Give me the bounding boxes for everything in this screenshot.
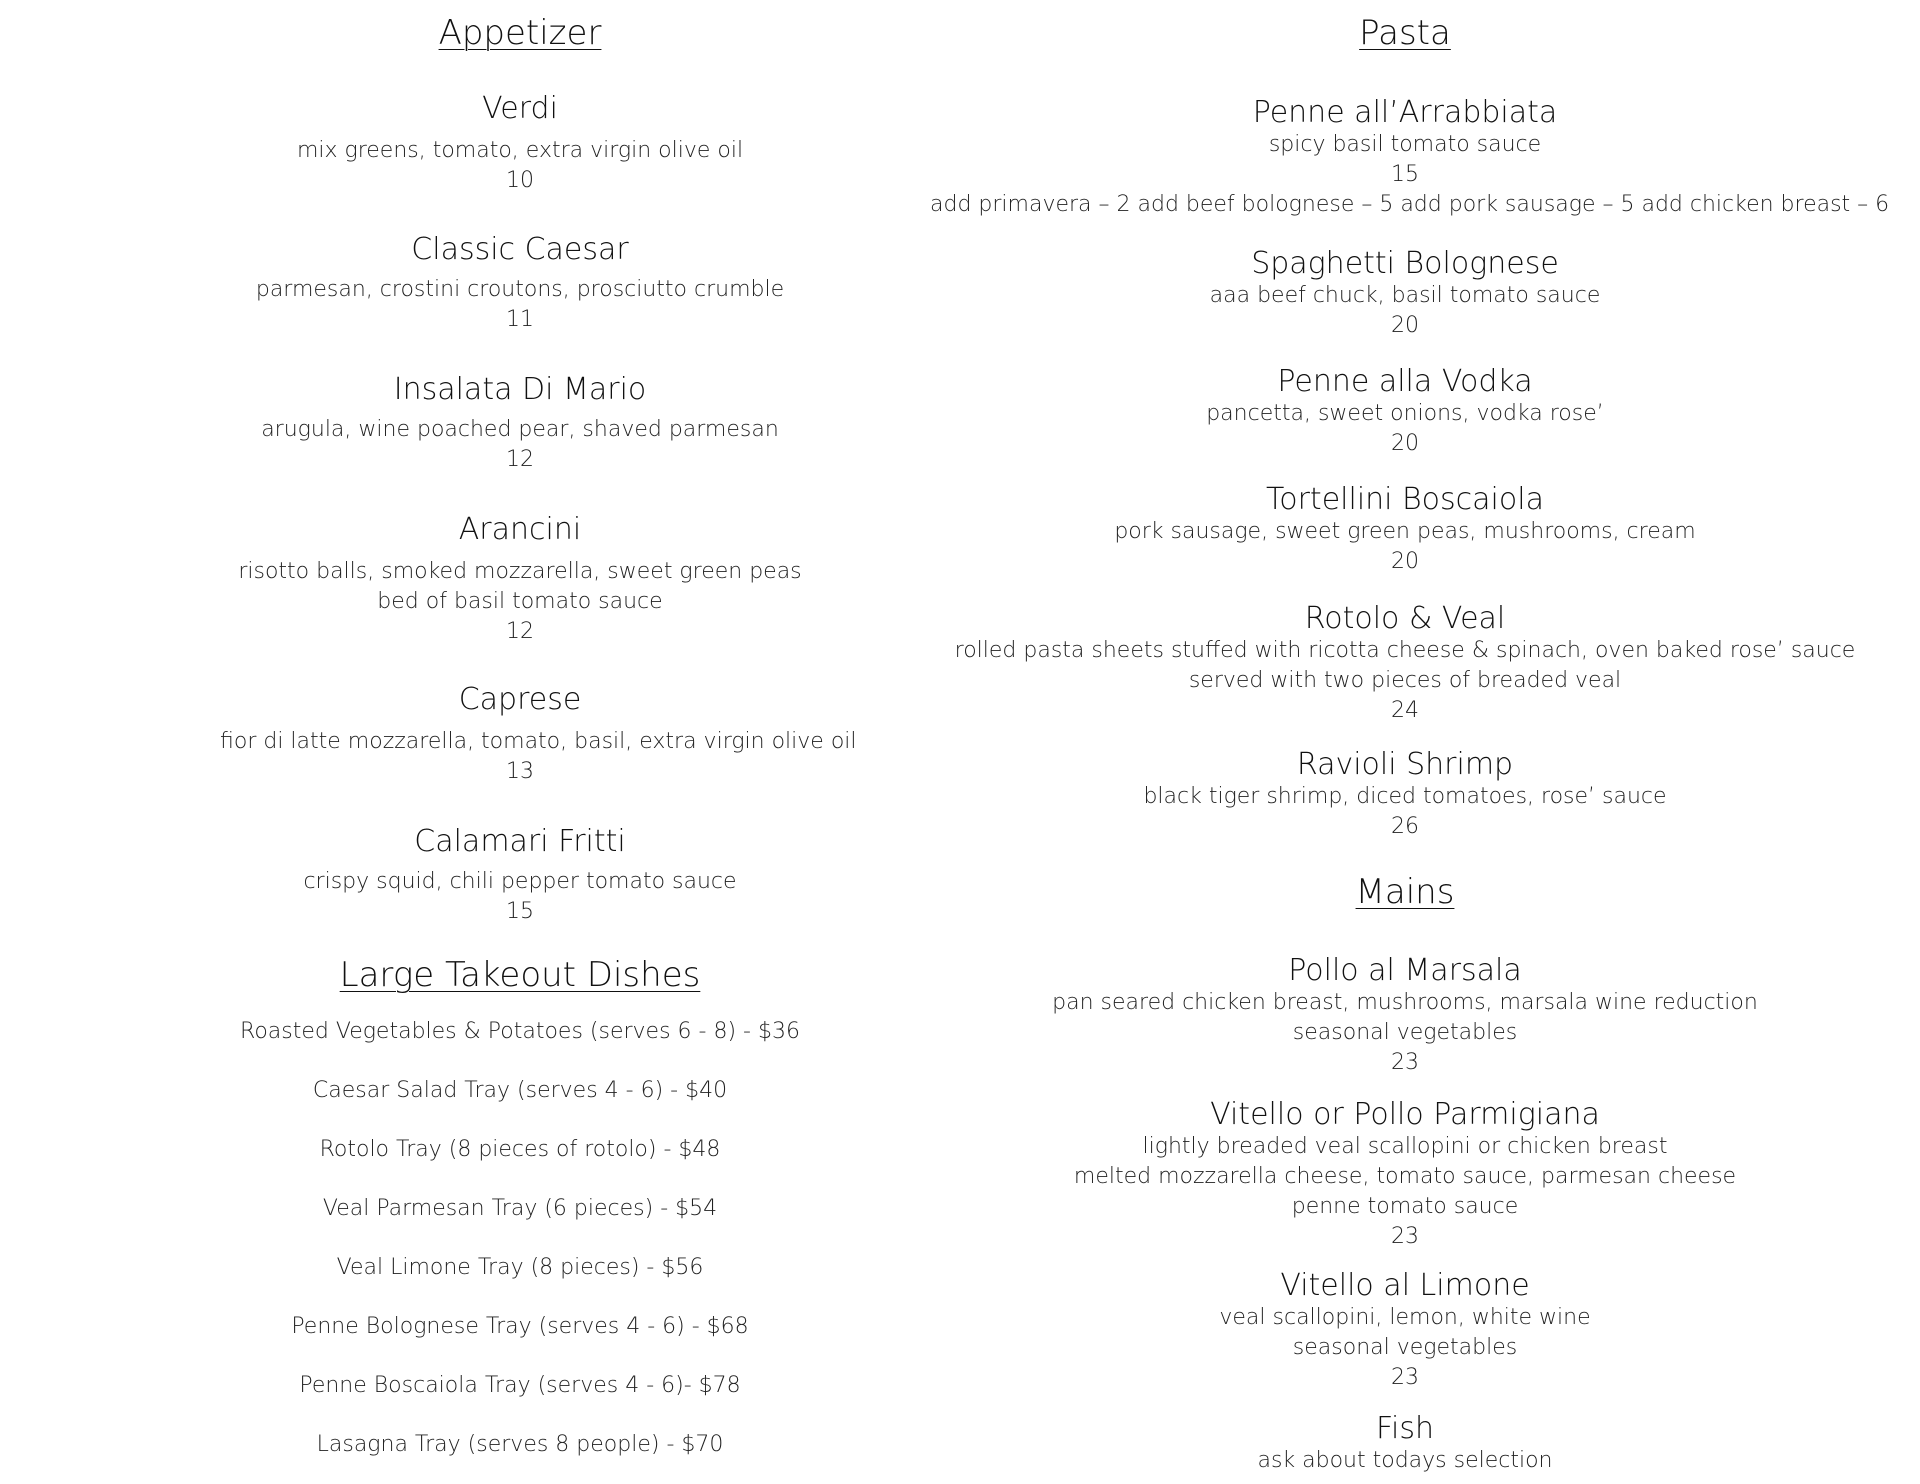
item-desc: pork sausage, sweet green peas, mushrooms, cream <box>1114 519 1696 544</box>
item-desc: bed of basil tomato sauce <box>377 589 663 614</box>
item-name: Arancini <box>458 512 582 547</box>
item-desc: veal scallopini, lemon, white wine <box>1219 1305 1591 1330</box>
item-name: Pollo al Marsala <box>1288 953 1522 988</box>
item-name: Spaghetti Bolognese <box>1251 246 1559 281</box>
item-price: 15 <box>506 899 534 924</box>
item-price: 15 <box>1391 162 1419 187</box>
takeout-item: Lasagna Tray (serves 8 people) - $70 <box>316 1432 724 1457</box>
menu-item <box>220 232 820 335</box>
item-desc: arugula, wine poached pear, shaved parmesan <box>261 417 779 442</box>
menu-item <box>930 747 1880 842</box>
item-desc: melted mozzarella cheese, tomato sauce, parmesan cheese <box>1073 1164 1737 1189</box>
item-price: 24 <box>1391 698 1419 723</box>
menu-item <box>930 482 1880 577</box>
pasta-heading: Pasta <box>1359 13 1451 53</box>
takeout-item: Veal Limone Tray (8 pieces) - $56 <box>336 1255 704 1280</box>
item-name: Verdi <box>482 91 558 126</box>
item-price: 20 <box>1391 549 1419 574</box>
item-desc: seasonal vegetables <box>1292 1020 1518 1045</box>
menu-item <box>220 824 820 927</box>
item-desc: risotto balls, smoked mozzarella, sweet green peas <box>238 559 802 584</box>
appetizer-heading: Appetizer <box>438 13 602 53</box>
item-price: 11 <box>506 307 534 332</box>
item-price: 23 <box>1391 1224 1419 1249</box>
item-desc: aaa beef chuck, basil tomato sauce <box>1209 283 1601 308</box>
takeout-item: Penne Bolognese Tray (serves 4 - 6) - $68 <box>291 1314 749 1339</box>
menu-item <box>220 372 820 475</box>
menu-item <box>930 953 1880 1078</box>
item-desc: black tiger shrimp, diced tomatoes, rose’ sauce <box>1143 784 1667 809</box>
item-desc: parmesan, crostini croutons, prosciutto crumble <box>255 277 785 302</box>
menu-item <box>930 1268 1880 1393</box>
item-price: 23 <box>1391 1365 1419 1390</box>
item-price: 26 <box>1391 814 1419 839</box>
menu-item <box>930 364 1880 459</box>
item-desc: fior di latte mozzarella, tomato, basil, extra virgin olive oil <box>220 729 857 754</box>
item-desc: pan seared chicken breast, mushrooms, marsala wine reduction <box>1052 990 1758 1015</box>
mains-heading: Mains <box>1355 872 1455 912</box>
item-price: 12 <box>506 447 534 472</box>
item-desc: lightly breaded veal scallopini or chicken breast <box>1142 1134 1668 1159</box>
item-desc: penne tomato sauce <box>1291 1194 1519 1219</box>
item-name: Fish <box>1375 1411 1435 1446</box>
item-desc: rolled pasta sheets stuffed with ricotta cheese & spinach, oven baked rose’ sauce <box>954 638 1856 663</box>
item-desc: spicy basil tomato sauce <box>1268 132 1542 157</box>
item-name: Insalata Di Mario <box>393 372 647 407</box>
menu-item <box>930 1411 1880 1476</box>
item-name: Ravioli Shrimp <box>1296 747 1514 782</box>
menu-item <box>220 512 820 647</box>
item-desc: seasonal vegetables <box>1292 1335 1518 1360</box>
takeout-item: Caesar Salad Tray (serves 4 - 6) - $40 <box>312 1078 728 1103</box>
takeout-item: Veal Parmesan Tray (6 pieces) - $54 <box>322 1196 718 1221</box>
item-price: 10 <box>506 168 534 193</box>
item-name: Caprese <box>458 682 582 717</box>
item-desc: crispy squid, chili pepper tomato sauce <box>303 869 737 894</box>
menu-item <box>220 91 820 196</box>
item-desc: ask about todays selection <box>1257 1448 1553 1473</box>
menu-item <box>930 601 1880 726</box>
menu-item <box>220 682 857 787</box>
takeout-heading: Large Takeout Dishes <box>339 955 701 995</box>
item-price: 23 <box>1391 1050 1419 1075</box>
takeout-item: Penne Boscaiola Tray (serves 4 - 6)- $78 <box>299 1373 741 1398</box>
item-name: Penne all’Arrabbiata <box>1252 95 1558 130</box>
item-name: Classic Caesar <box>411 232 629 267</box>
menu-item <box>930 95 1890 220</box>
menu-item <box>930 246 1880 341</box>
item-name: Tortellini Boscaiola <box>1266 482 1544 517</box>
item-price: 20 <box>1391 313 1419 338</box>
menu-item <box>930 1097 1880 1252</box>
item-name: Vitello al Limone <box>1280 1268 1530 1303</box>
item-addons: add primavera – 2 add beef bolognese – 5 add pork sausage – 5 add chicken breast – 6 <box>930 192 1890 217</box>
item-price: 12 <box>506 619 534 644</box>
item-price: 13 <box>506 759 534 784</box>
item-desc: pancetta, sweet onions, vodka rose’ <box>1206 401 1604 426</box>
item-name: Penne alla Vodka <box>1277 364 1533 399</box>
takeout-item: Rotolo Tray (8 pieces of rotolo) - $48 <box>319 1137 721 1162</box>
takeout-item: Roasted Vegetables & Potatoes (serves 6 - 8) - $36 <box>240 1019 800 1044</box>
item-name: Rotolo & Veal <box>1304 601 1506 636</box>
item-name: Vitello or Pollo Parmigiana <box>1210 1097 1600 1132</box>
item-price: 20 <box>1391 431 1419 456</box>
item-desc: mix greens, tomato, extra virgin olive oil <box>296 138 744 163</box>
item-name: Calamari Fritti <box>414 824 626 859</box>
item-desc: served with two pieces of breaded veal <box>1188 668 1622 693</box>
